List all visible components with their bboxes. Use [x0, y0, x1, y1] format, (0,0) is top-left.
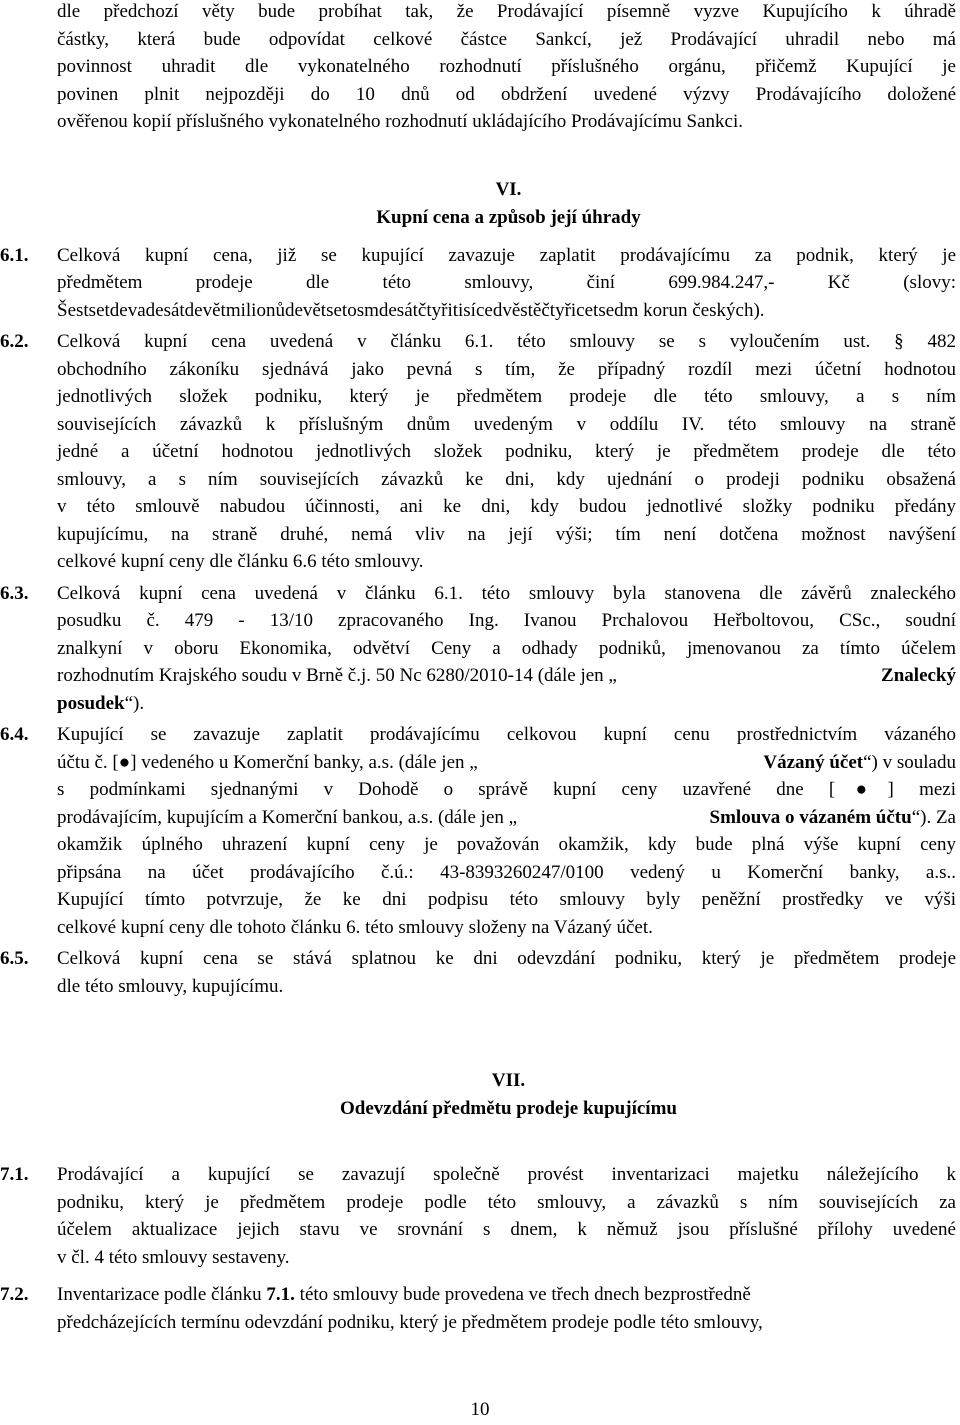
- clause-6-5: [0, 945, 956, 1000]
- text-line: souvisejících závazků k příslušným dnům uvedeným v oddílu IV. této smlouvy na straně: [57, 413, 956, 435]
- text-line: kupujícímu, na straně druhé, nemá vliv na její výši; tím není dotčena možnost navýšení: [57, 523, 956, 545]
- text-fragment: “).: [124, 692, 145, 714]
- section-title: Kupní cena a způsob její úhrady: [376, 206, 641, 228]
- section-title: Odevzdání předmětu prodeje kupujícímu: [340, 1098, 677, 1119]
- text-line: předcházejících termínu odevzdání podniku, který je předmětem prodeje podle této smlouvy,: [57, 1311, 763, 1333]
- clause-number: 6.3.: [0, 582, 29, 604]
- text-fragment: [57, 749, 763, 777]
- text-line: Kupující tímto potvrzuje, že ke dni podpisu této smlouvy byly peněžní prostředky ve výši: [57, 889, 956, 910]
- text-line: dle předchozí věty bude probíhat tak, že Prodávající písemně vyzve Kupujícího k úhradě: [57, 1, 956, 22]
- text-fragment: “). Za: [911, 806, 956, 828]
- text-line: [57, 690, 956, 718]
- text-line: Celková kupní cena uvedená v článku 6.1. této smlouvy se s vyloučením ust. § 482: [57, 331, 956, 352]
- text-fragment: rozhodnutím Krajského soudu v Brně č.j. 50 Nc 6280/2010-14 (dále jen „: [57, 665, 617, 686]
- text-line: v čl. 4 této smlouvy sestaveny.: [57, 1246, 290, 1268]
- text-line: částky, která bude odpovídat celkové částce Sankcí, jež Prodávající uhradil nebo má: [57, 28, 956, 50]
- text-line: ověřenou kopií příslušného vykonatelného rozhodnutí ukládajícího Prodávajícímu Sankci.: [57, 111, 743, 132]
- text-line: znalkyní v oboru Ekonomika, odvětví Ceny a odhady podniků, jmenovanou za tímto účelem: [57, 637, 956, 659]
- section-heading: [0, 1067, 960, 1123]
- clause-reference: 7.1.: [266, 1284, 295, 1305]
- clause-number: 7.1.: [0, 1164, 29, 1185]
- text-line: připsána na účet prodávajícího č.ú.: 43-8393260247/0100 vedený u Komerční banky, a.s..: [57, 861, 956, 883]
- text-line: [57, 662, 956, 690]
- text-line: Šestsetdevadesátdevětmilionůdevětsetosmdesátčtyřitisícedvěstěčtyřicetsedm korun českých).: [57, 299, 765, 321]
- text-line: [57, 1281, 956, 1309]
- text-fragment: prodávajícím, kupujícím a Komerční bankou, a.s. (dále jen „: [57, 806, 518, 828]
- text-line: okamžik úplného uhrazení kupní ceny je považován okamžik, kdy bude plná výše kupní ceny: [57, 834, 956, 855]
- text-line: podniku, který je předmětem prodeje podle této smlouvy, a závazků s ním souvisejících za: [57, 1191, 956, 1213]
- text-fragment: této smlouvy bude provedena ve třech dnech bezprostředně: [294, 1284, 751, 1305]
- text-line: smlouvy, a s ním souvisejících závazků ke dni, kdy ujednání o prodeji podniku obsažená: [57, 468, 956, 490]
- clause-7-1: [0, 1161, 956, 1271]
- clause-6-3: [0, 580, 956, 718]
- clause-6-4: [0, 721, 956, 941]
- text-line: posudku č. 479 - 13/10 zpracovaného Ing. Ivanou Prchalovou Heřboltovou, CSc., soudní: [57, 610, 956, 631]
- text-line: Celková kupní cena uvedená v článku 6.1. této smlouvy byla stanovena dle závěrů znaleckého: [57, 582, 956, 604]
- clause-6-1: [0, 242, 956, 325]
- page-number: 10: [470, 1399, 490, 1420]
- section-number: VII.: [491, 1070, 526, 1091]
- text-line: předmětem prodeje dle této smlouvy, činí 699.984.247,- Kč (slovy:: [57, 272, 956, 293]
- clause-number: 6.4.: [0, 724, 29, 745]
- clause-number: 6.2.: [0, 331, 29, 352]
- section-heading: [0, 176, 960, 232]
- clause-number: 6.5.: [0, 948, 29, 969]
- defined-term: Smlouva o vázaném účtu: [709, 806, 912, 828]
- text-line: jednotlivých složek podniku, který je předmětem prodeje dle této smlouvy, a s ním: [57, 386, 956, 407]
- text-fragment: “) v souladu: [863, 751, 956, 773]
- text-fragment: účtu č. [●] vedeného u Komerční banky, a.s. (dále jen „: [57, 751, 478, 773]
- text-line: celkové kupní ceny dle článku 6.6 této smlouvy.: [57, 551, 424, 572]
- defined-term: Znalecký: [881, 665, 956, 686]
- text-line: dle této smlouvy, kupujícímu.: [57, 975, 284, 997]
- text-line: s podmínkami sjednanými v Dohodě o správě kupní ceny uzavřené dne [●] mezi: [57, 779, 956, 800]
- text-line: Celková kupní cena, již se kupující zavazuje zaplatit prodávajícímu za podnik, který je: [57, 244, 956, 266]
- text-line: v této smlouvě nabudou účinnosti, ani ke dni, kdy budou jednotlivé složky podniku předány: [57, 496, 956, 517]
- intro-paragraph: [57, 0, 956, 136]
- section-number: VI.: [495, 178, 522, 200]
- clause-number: 7.2.: [0, 1284, 29, 1305]
- clause-number: 6.1.: [0, 244, 29, 266]
- text-line: [57, 804, 956, 832]
- text-line: Prodávající a kupující se zavazují společně provést inventarizaci majetku náležejícího k: [57, 1164, 956, 1185]
- text-line: Celková kupní cena se stává splatnou ke dni odevzdání podniku, který je předmětem prodeje: [57, 948, 956, 969]
- text-line: povinnost uhradit dle vykonatelného rozhodnutí příslušného orgánu, přičemž Kupující je: [57, 56, 956, 77]
- text-line: Kupující se zavazuje zaplatit prodávajícímu celkovou kupní cenu prostřednictvím vázaného: [57, 724, 956, 745]
- text-line: celkové kupní ceny dle tohoto článku 6. této smlouvy složeny na Vázaný účet.: [57, 916, 653, 938]
- text-line: [57, 749, 956, 777]
- clause-6-2: [0, 328, 956, 576]
- clause-7-2: [0, 1281, 956, 1336]
- text-line: jedné a účetní hodnotou jednotlivých složek podniku, který je předmětem prodeje dle této: [57, 441, 956, 462]
- defined-term: posudek: [57, 692, 125, 714]
- text-fragment: Inventarizace podle článku: [57, 1284, 267, 1305]
- defined-term: Vázaný účet: [763, 751, 864, 773]
- text-line: obchodního zákoníku sjednává jako pevná s tím, že případný rozdíl mezi účetní hodnotou: [57, 358, 956, 380]
- text-line: účelem aktualizace jejich stavu ve srovnání s dnem, k němuž jsou příslušné přílohy uvedené: [57, 1219, 956, 1240]
- text-line: povinen plnit nejpozději do 10 dnů od obdržení uvedené výzvy Prodávajícího doložené: [57, 83, 956, 105]
